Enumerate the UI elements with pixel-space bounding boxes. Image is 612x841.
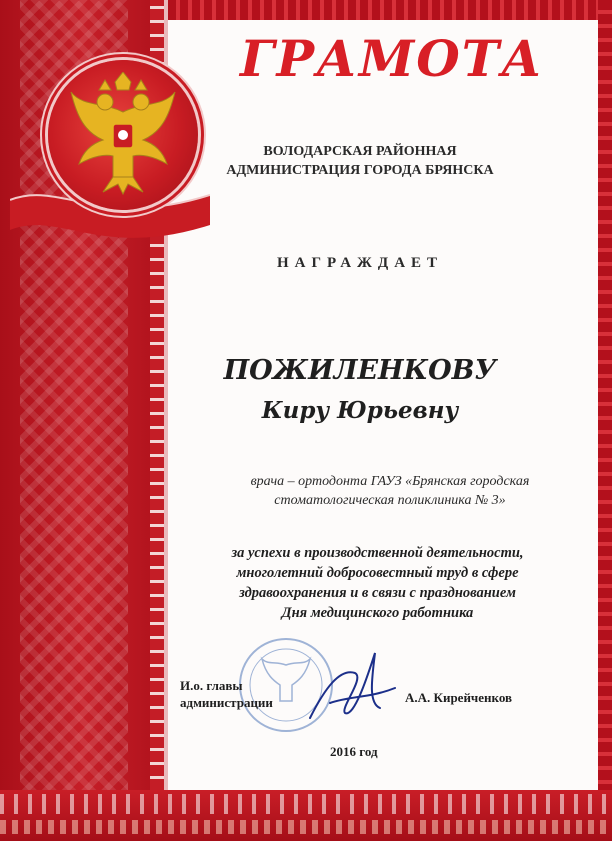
signatory-title-line-2: администрации xyxy=(180,695,273,710)
signatory-name: А.А. Кирейченков xyxy=(405,690,513,705)
reason-line-4: Дня медицинского работника xyxy=(281,605,474,621)
position-line-2: стоматологическая поликлиника № 3» xyxy=(274,493,506,508)
recipient-surname: ПОЖИЛЕНКОВУ xyxy=(223,355,497,386)
position-line-1: врача – ортодонта ГАУЗ «Брянская городская xyxy=(250,474,530,489)
award-year: 2016 год xyxy=(330,744,378,759)
issuer-line-1: ВОЛОДАРСКАЯ РАЙОННАЯ xyxy=(263,144,457,159)
double-headed-eagle-icon xyxy=(63,72,183,197)
right-border-ornament xyxy=(598,0,612,841)
reason-line-1: за успехи в производственной деятельности, xyxy=(231,545,524,561)
coat-of-arms-emblem xyxy=(48,60,198,210)
award-reason xyxy=(185,543,570,623)
certificate-title: ГРАМОТА xyxy=(240,29,544,88)
recipient-position xyxy=(210,472,570,510)
issuing-organization xyxy=(200,142,520,180)
recipient-names: Киру Юрьевну xyxy=(261,397,459,424)
awards-heading: НАГРАЖДАЕТ xyxy=(276,255,444,271)
issuer-line-2: АДМИНИСТРАЦИЯ ГОРОДА БРЯНСКА xyxy=(226,163,494,178)
signatory-title xyxy=(180,677,320,711)
bottom-border-ornament xyxy=(0,790,612,841)
signatory-title-line-1: И.о. главы xyxy=(180,678,243,693)
reason-line-2: многолетний добросовестный труд в сфере xyxy=(236,565,519,581)
reason-line-3: здравоохранения и в связи с празднованием xyxy=(239,585,516,601)
